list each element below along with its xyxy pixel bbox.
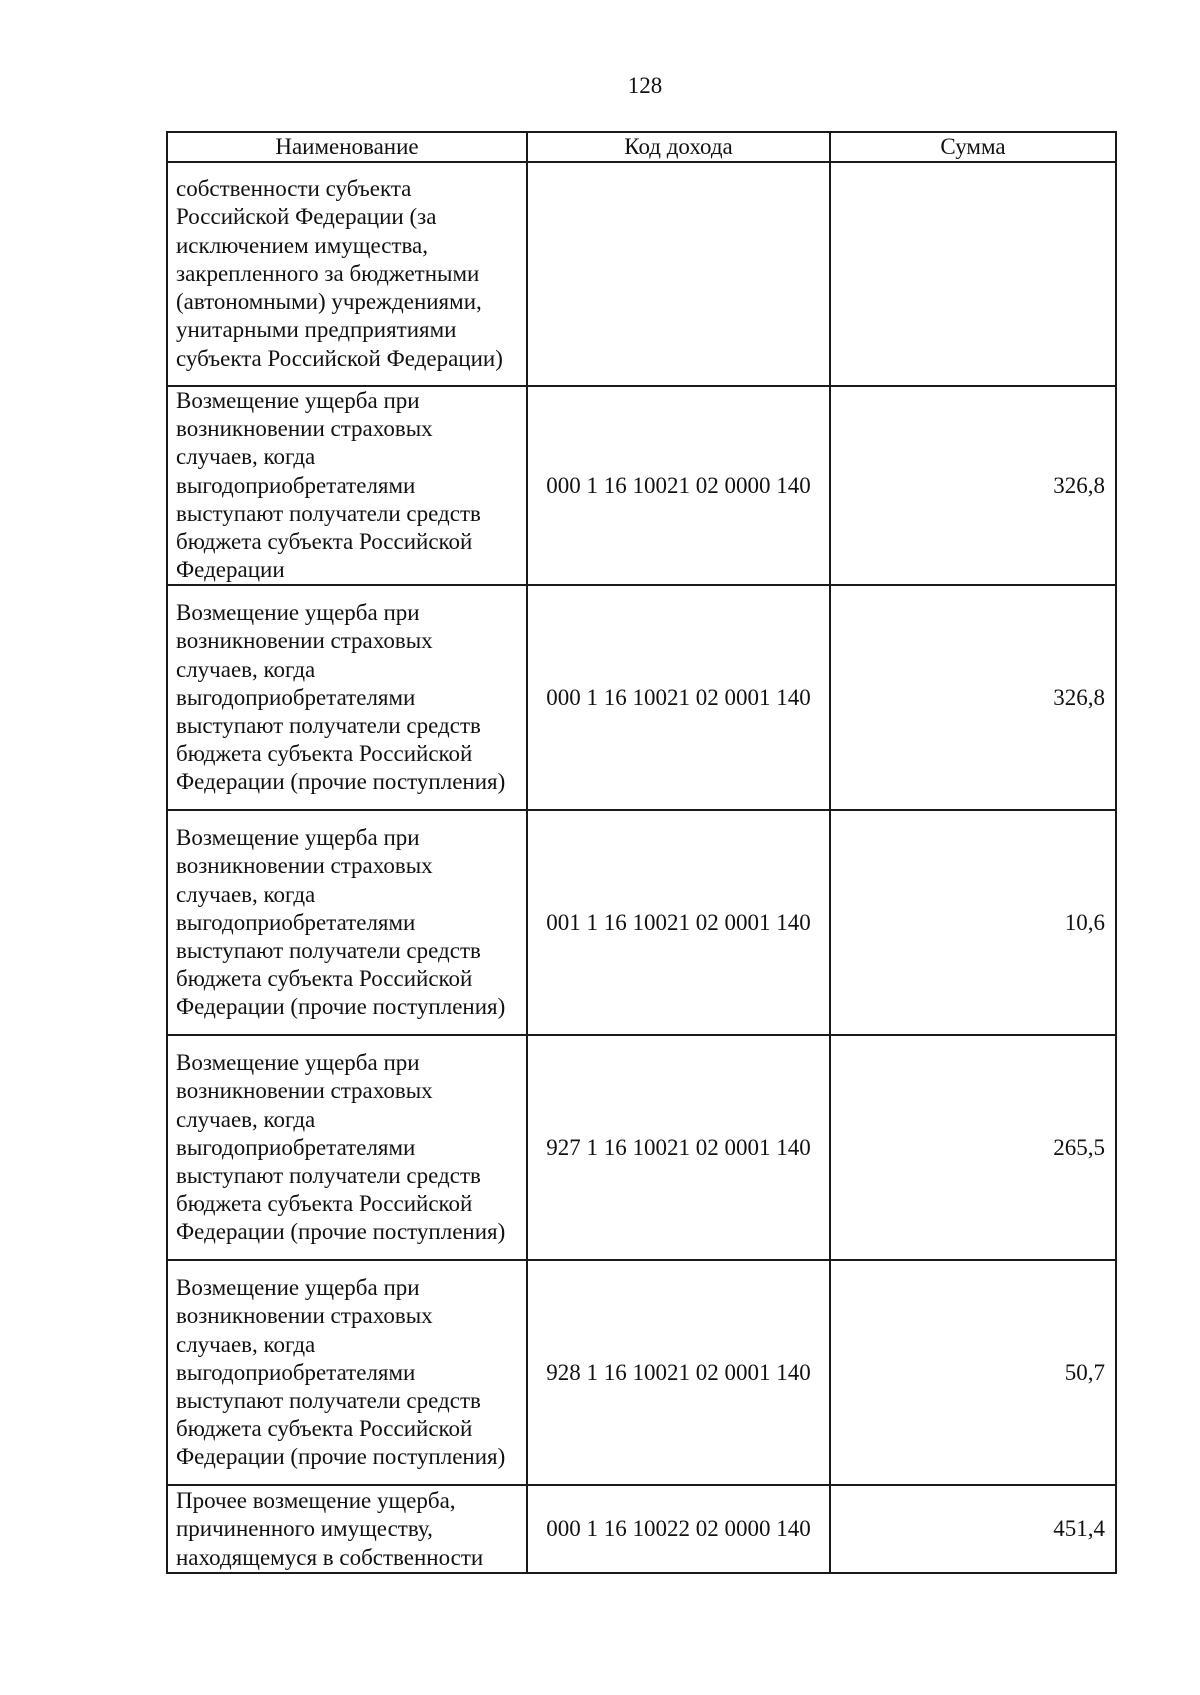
row-name-cell: Возмещение ущерба при возникновении страховых случаев, когда выгодоприобретателями выступают получатели средств бюджета субъекта Российской Федерации (прочие поступления) — [167, 810, 527, 1035]
header-row — [167, 132, 1116, 162]
row-sum-cell: 50,7 — [830, 1260, 1116, 1485]
column-header-name: Наименование — [167, 132, 527, 162]
row-name-cell: Возмещение ущерба при возникновении страховых случаев, когда выгодоприобретателями выступают получатели средств бюджета субъекта Российской Федерации (прочие поступления) — [167, 1035, 527, 1260]
row-sum-cell: 265,5 — [830, 1035, 1116, 1260]
row-code-cell: 927 1 16 10021 02 0001 140 — [527, 1035, 830, 1260]
row-code-cell: 001 1 16 10021 02 0001 140 — [527, 810, 830, 1035]
page-number: 128 — [627, 73, 663, 98]
column-header-sum: Сумма — [830, 132, 1116, 162]
row-sum-cell: 326,8 — [830, 386, 1116, 585]
revenue-table — [166, 131, 1117, 1574]
table-header — [167, 132, 1116, 162]
column-header-code: Код дохода — [527, 132, 830, 162]
row-code-cell: 000 1 16 10021 02 0001 140 — [527, 585, 830, 810]
table-row — [167, 162, 1116, 386]
table-row — [167, 1260, 1116, 1485]
row-name-cell: собственности субъекта Российской Федерации (за исключением имущества, закрепленного за бюджетными (автономными) учреждениями, унитарными предприятиями субъекта Российской Федерации) — [167, 162, 527, 386]
row-sum-cell: 326,8 — [830, 585, 1116, 810]
row-name-cell: Возмещение ущерба при возникновении страховых случаев, когда выгодоприобретателями выступают получатели средств бюджета субъекта Российской Федерации (прочие поступления) — [167, 1260, 527, 1485]
table-body — [167, 162, 1116, 1573]
row-sum-cell: 451,4 — [830, 1485, 1116, 1573]
row-code-cell: 000 1 16 10021 02 0000 140 — [527, 386, 830, 585]
table-row — [167, 1035, 1116, 1260]
row-name-cell: Возмещение ущерба при возникновении страховых случаев, когда выгодоприобретателями выступают получатели средств бюджета субъекта Российской Федерации (прочие поступления) — [167, 585, 527, 810]
table-row — [167, 585, 1116, 810]
row-code-cell — [527, 162, 830, 386]
row-name-cell: Прочее возмещение ущерба, причиненного имуществу, находящемуся в собственности — [167, 1485, 527, 1573]
table-row — [167, 810, 1116, 1035]
row-name-cell: Возмещение ущерба при возникновении страховых случаев, когда выгодоприобретателями выступают получатели средств бюджета субъекта Российской Федерации — [167, 386, 527, 585]
row-code-cell: 000 1 16 10022 02 0000 140 — [527, 1485, 830, 1573]
table-row — [167, 1485, 1116, 1573]
row-sum-cell: 10,6 — [830, 810, 1116, 1035]
row-sum-cell — [830, 162, 1116, 386]
row-code-cell: 928 1 16 10021 02 0001 140 — [527, 1260, 830, 1485]
table-row — [167, 386, 1116, 585]
